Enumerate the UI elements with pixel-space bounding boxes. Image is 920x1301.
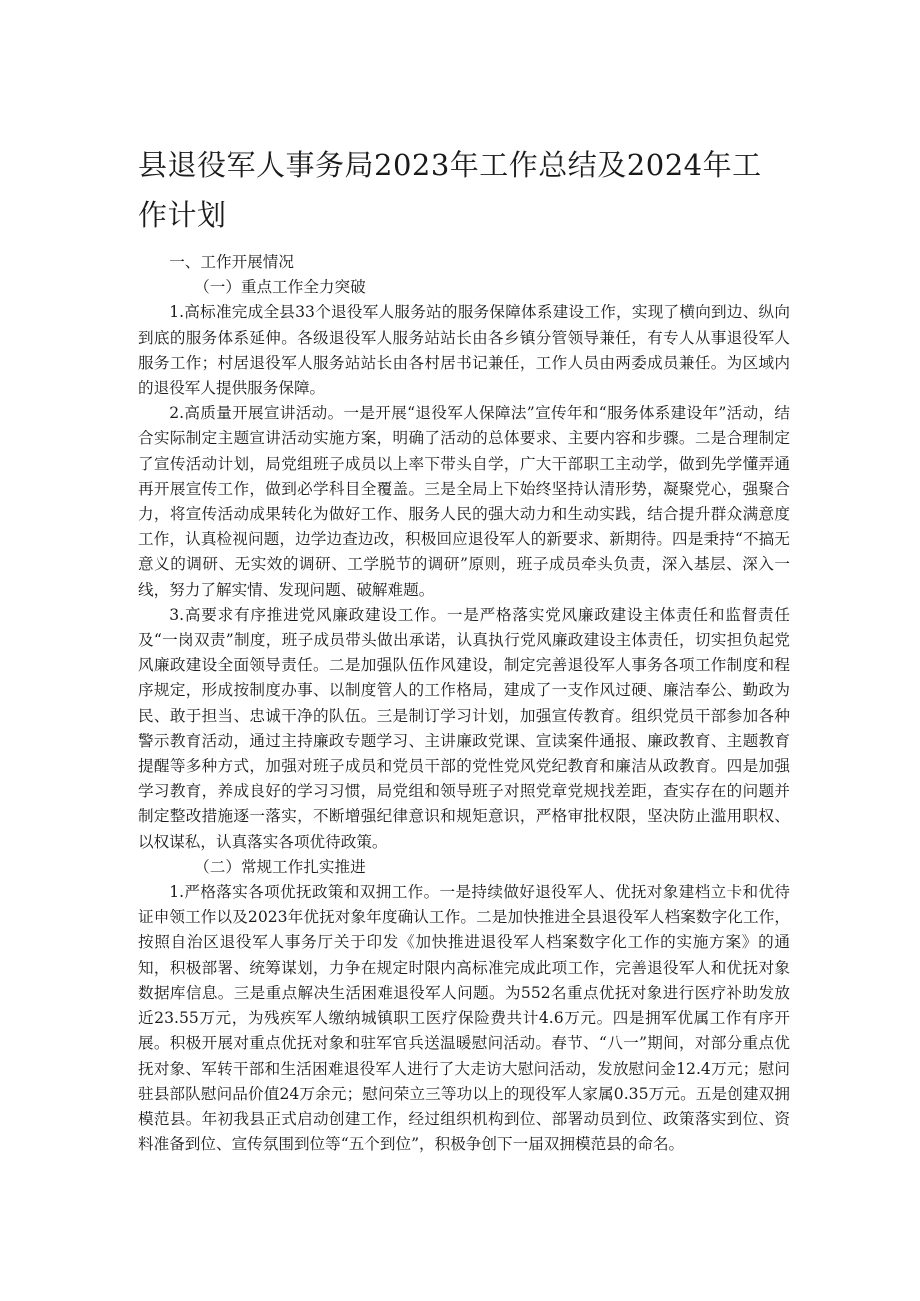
document-title: 县退役军人事务局2023年工作总结及2024年工作计划 [138,148,762,232]
paragraph-integrity-building: 3.高要求有序推进党风廉政建设工作。一是严格落实党风廉政建设主体责任和监督责任及“一岗双责”制度，班子成员带头做出承诺，认真执行党风廉政建设主体责任，切实担负起党风廉政建设全面领导责任。二是加强队伍作风建设，制定完善退役军人事务各项工作制度和程序规定，形成按制度办事、以制度管人的工作格局，建成了一支作风过硬、廉洁奉公、勤政为民、敢于担当、忠诚干净的队伍。三是制订学习计划，加强宣传教育。组织党员干部参加各种警示教育活动，通过主持廉政专题学习、主讲廉政党课、宣读案件通报、廉政教育、主题教育提醒等多种方式，加强对班子成员和党员干部的党性党风党纪教育和廉洁从政教育。四是加强学习教育，养成良好的学习习惯，局党组和领导班子对照党章党规找差距，查实存在的问题并制定整改措施逐一落实，不断增强纪律意识和规矩意识，严格审批权限，坚决防止滥用职权、以权谋私，认真落实各项优待政策。 [138,605,790,851]
document-body [138,250,790,1157]
heading-level-1: 一、工作开展情况 [169,253,294,271]
paragraph-service-stations: 1.高标准完成全县33个退役军人服务站的服务保障体系建设工作，实现了横向到边、纵向到底的服务体系延伸。各级退役军人服务站站长由各乡镇分管领导兼任，有专人从事退役军人服务工作；村居退役军人服务站站长由各村居书记兼任，工作人员由两委成员兼任。为区域内的退役军人提供服务保障。 [138,303,790,398]
section-heading-routine-work: （二）常规工作扎实推进 [194,857,366,876]
section-heading-key-work: （一）重点工作全力突破 [194,278,366,297]
paragraph-preferential-policies: 1.严格落实各项优抚政策和双拥工作。一是持续做好退役军人、优抚对象建档立卡和优待证申领工作以及2023年优抚对象年度确认工作。二是加快推进全县退役军人档案数字化工作，按照自治区退役军人事务厅关于印发《加快推进退役军人档案数字化工作的实施方案》的通知，积极部署、统筹谋划，力争在规定时限内高标准完成此项工作，完善退役军人和优抚对象数据库信息。三是重点解决生活困难退役军人问题。为552名重点优抚对象进行医疗补助发放近23.55万元，为残疾军人缴纳城镇职工医疗保险费共计4.6万元。四是拥军优属工作有序开展。积极开展对重点优抚对象和驻军官兵送温暖慰问活动。春节、“八一”期间，对部分重点优抚对象、军转干部和生活困难退役军人进行了大走访大慰问活动，发放慰问金12.4万元；慰问驻县部队慰问品价值24万余元；慰问荣立三等功以上的现役军人家属0.35万元。五是创建双拥模范县。年初我县正式启动创建工作，经过组织机构到位、部署动员到位、政策落实到位、资料准备到位、宣传氛围到位等“五个到位”，积极争创下一届双拥模范县的命名。 [138,883,790,1154]
paragraph-publicity-campaign: 2.高质量开展宣讲活动。一是开展“退役军人保障法”宣传年和“服务体系建设年”活动，结合实际制定主题宣讲活动实施方案，明确了活动的总体要求、主要内容和步骤。二是合理制定了宣传活动计划，局党组班子成员以上率下带头自学，广大干部职工主动学，做到先学懂弄通再开展宣传工作，做到必学科目全覆盖。三是全局上下始终坚持认清形势，凝聚党心，强聚合力，将宣传活动成果转化为做好工作、服务人民的强大动力和生动实践，结合提升群众满意度工作，认真检视问题，边学边查边改，积极回应退役军人的新要求、新期待。四是秉持“不搞无意义的调研、无实效的调研、工学脱节的调研”原则，班子成员牵头负责，深入基层、深入一线，努力了解实情、发现问题、破解难题。 [138,404,790,599]
